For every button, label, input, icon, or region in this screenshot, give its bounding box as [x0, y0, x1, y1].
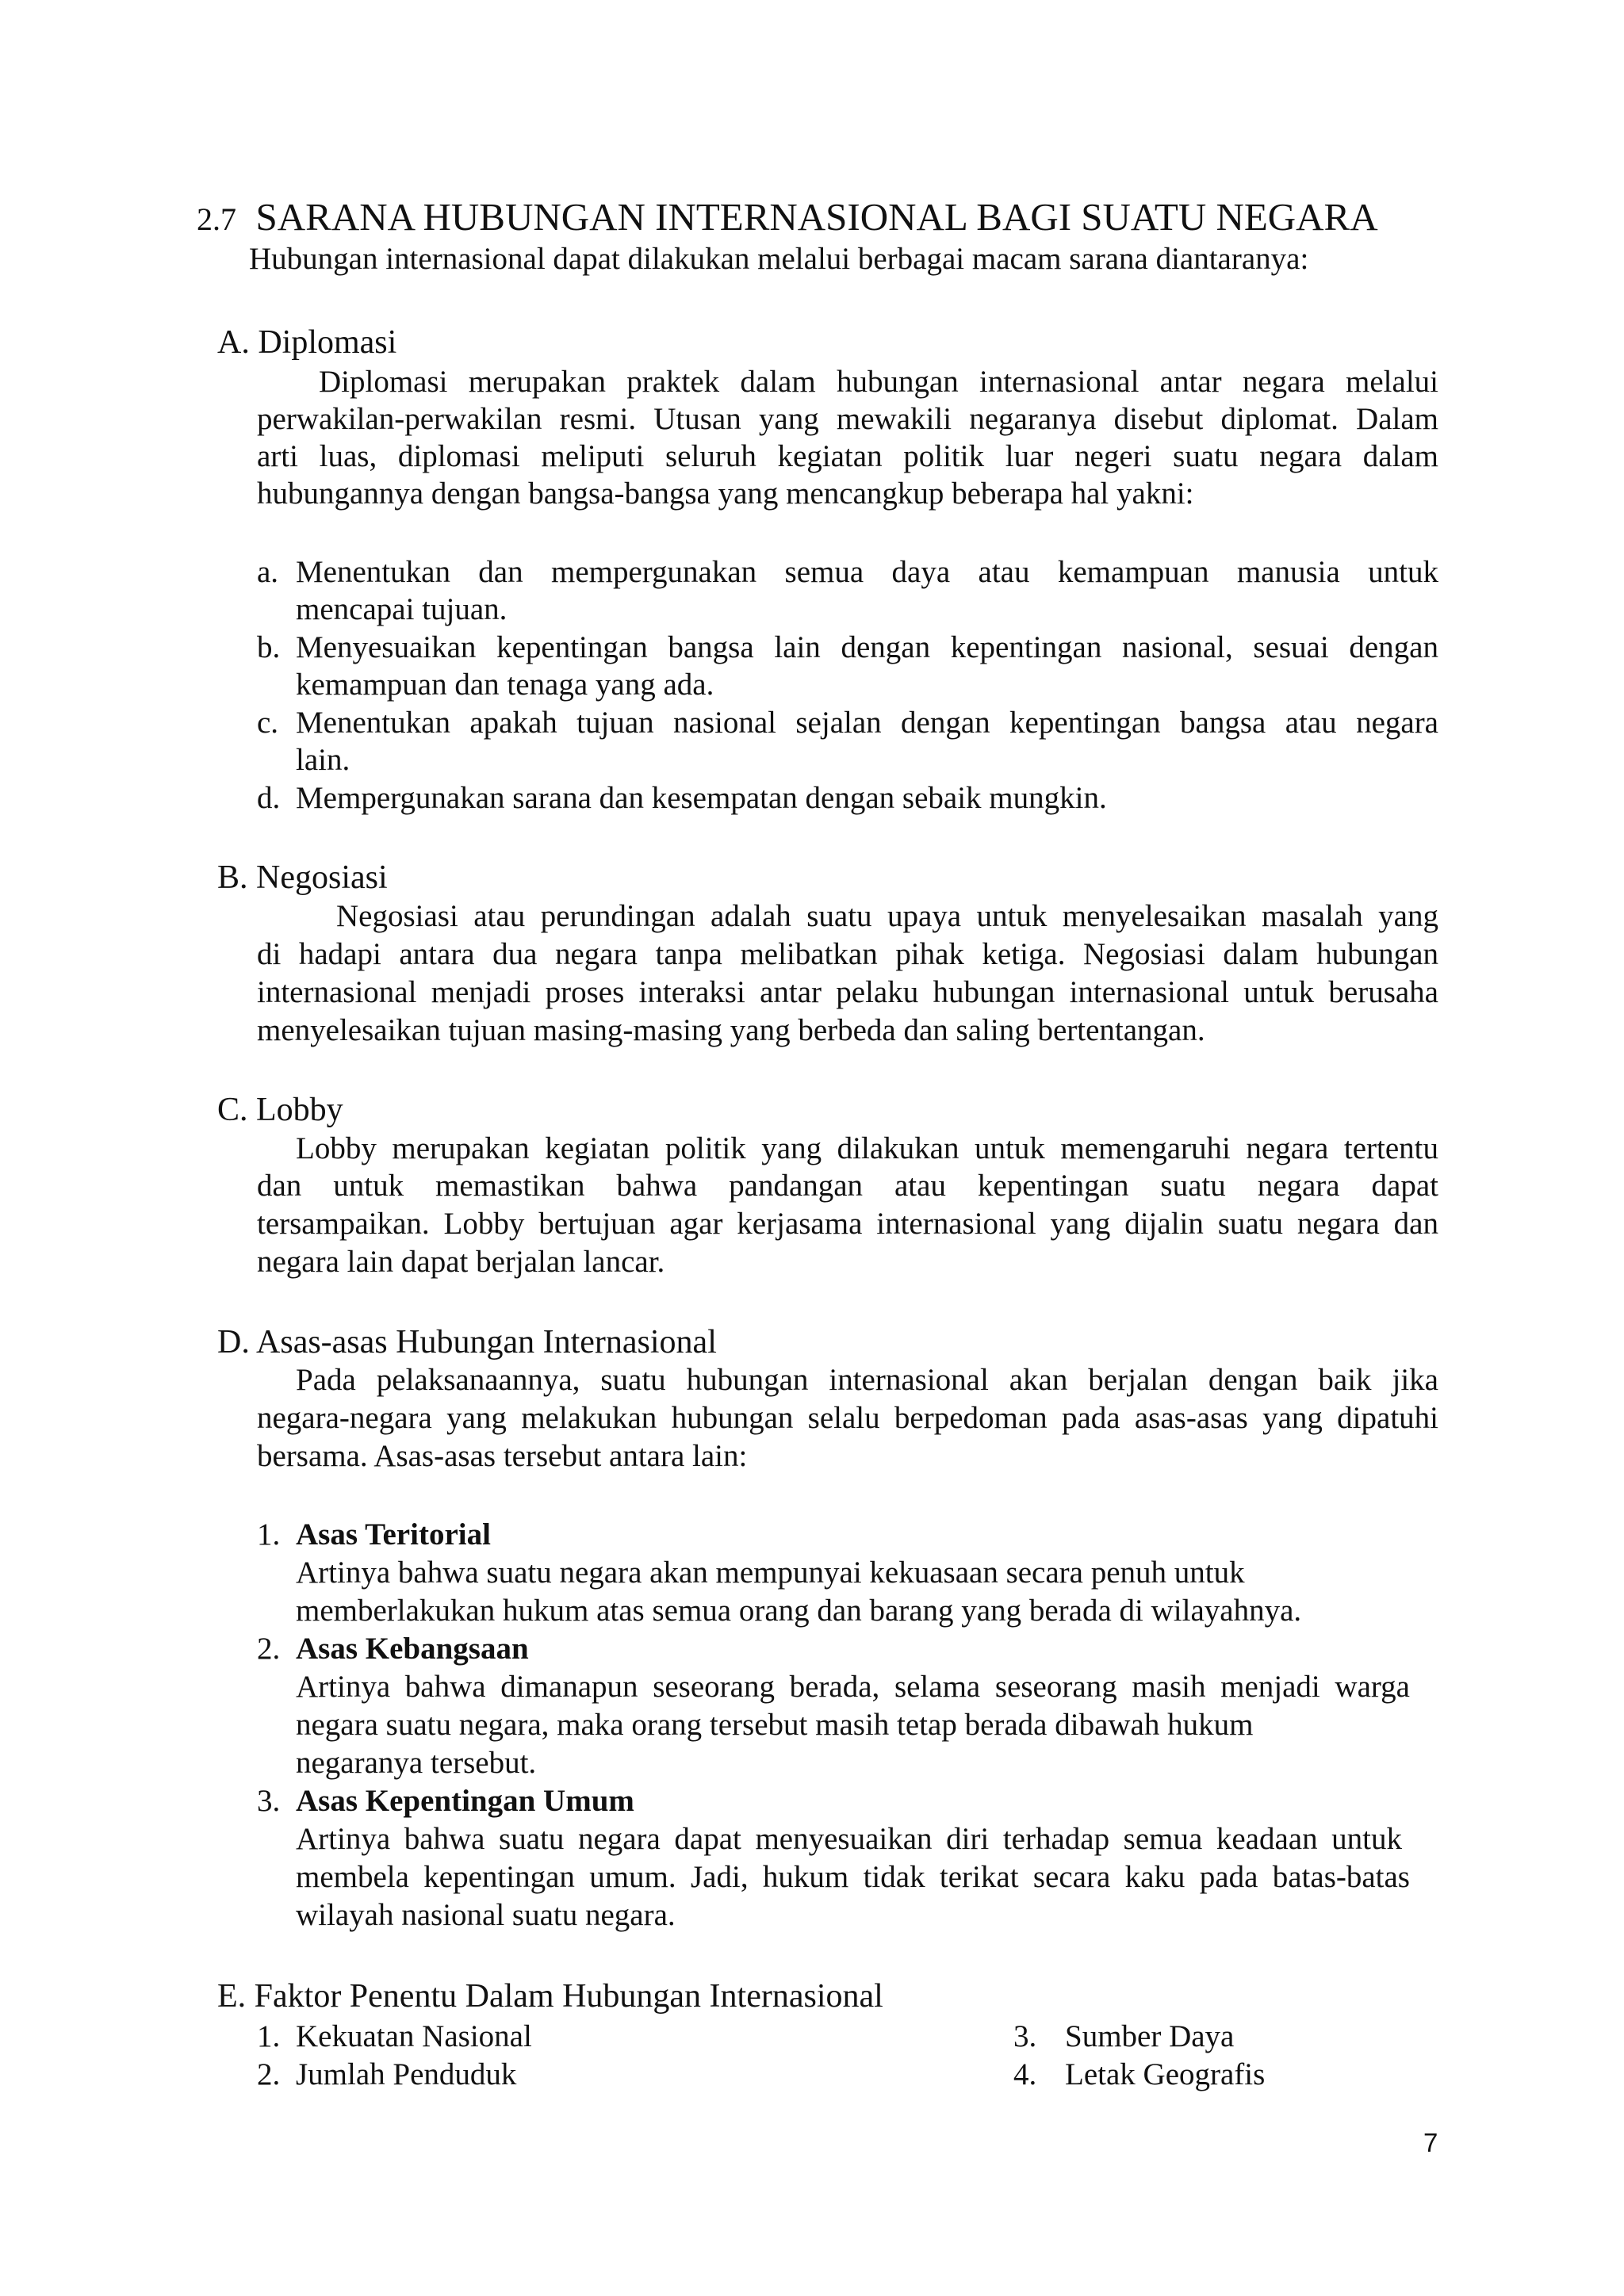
list-item-line: wilayah nasional suatu negara.: [296, 1898, 676, 1932]
list-item-title: [296, 1630, 529, 1667]
list-item-title: [296, 1782, 634, 1820]
list-marker: 4.: [1013, 2057, 1037, 2091]
factor-item: Sumber Daya: [1065, 2019, 1235, 2053]
page-number: 7: [1423, 2128, 1438, 2157]
list-marker: 3.: [257, 1784, 281, 1818]
section-a-title: A. Diplomasi: [217, 324, 397, 361]
asas-title: Asas Kepentingan Umum: [296, 1784, 634, 1818]
list-item-line: Menentukan dan mempergunakan semua daya atau kemampuan manusia untuk: [296, 555, 1438, 589]
list-marker: 2.: [257, 2057, 281, 2091]
section-d-line-2: negara-negara yang melakukan hubungan selalu berpedoman pada asas-asas yang dipatuhi: [257, 1401, 1438, 1435]
section-b-line-1: Negosiasi atau perundingan adalah suatu upaya untuk menyelesaikan masalah yang: [336, 899, 1438, 933]
factor-item: Kekuatan Nasional: [296, 2019, 532, 2053]
list-marker: 1.: [257, 2019, 281, 2053]
heading-number: 2.7: [197, 201, 236, 237]
section-a-line-3: arti luas, diplomasi meliputi seluruh kegiatan politik luar negeri suatu negara dalam: [257, 439, 1438, 473]
section-b-line-2: di hadapi antara dua negara tanpa melibatkan pihak ketiga. Negosiasi dalam hubungan: [257, 937, 1438, 971]
section-d-title: D. Asas-asas Hubungan Internasional: [217, 1324, 717, 1360]
list-item-line: lain.: [296, 743, 350, 777]
list-item-line: Menentukan apakah tujuan nasional sejalan dengan kepentingan bangsa atau negara: [296, 706, 1438, 740]
section-b-line-3: internasional menjadi proses interaksi antar pelaku hubungan internasional untuk berusaha: [257, 975, 1438, 1009]
list-item-line: negaranya tersebut.: [296, 1746, 537, 1780]
list-marker: a.: [257, 555, 279, 589]
list-marker: b.: [257, 630, 281, 664]
asas-title: Asas Kebangsaan: [296, 1632, 529, 1666]
list-item-title: [296, 1516, 491, 1553]
list-item-line: kemampuan dan tenaga yang ada.: [296, 668, 714, 702]
list-item-line: Artinya bahwa dimanapun seseorang berada, selama seseorang masih menjadi warga: [296, 1670, 1410, 1704]
section-b-title: B. Negosiasi: [217, 859, 388, 896]
list-item-line: membela kepentingan umum. Jadi, hukum tidak terikat secara kaku pada batas-batas: [296, 1860, 1410, 1894]
section-c-title: C. Lobby: [217, 1092, 343, 1128]
list-marker: c.: [257, 706, 279, 740]
list-item-line: mencapai tujuan.: [296, 592, 508, 626]
list-item-line: Artinya bahwa suatu negara dapat menyesuaikan diri terhadap semua keadaan untuk: [296, 1822, 1402, 1856]
list-item-line: Mempergunakan sarana dan kesempatan dengan sebaik mungkin.: [296, 781, 1107, 815]
asas-title: Asas Teritorial: [296, 1517, 491, 1552]
section-a-line-1: Diplomasi merupakan praktek dalam hubungan internasional antar negara melalui: [319, 365, 1438, 399]
factor-item: Jumlah Penduduk: [296, 2057, 517, 2091]
heading-title: SARANA HUBUNGAN INTERNASIONAL BAGI SUATU NEGARA: [255, 195, 1378, 239]
heading-intro: Hubungan internasional dapat dilakukan melalui berbagai macam sarana diantaranya:: [249, 242, 1309, 276]
list-marker: 3.: [1013, 2019, 1037, 2053]
section-d-line-1: Pada pelaksanaannya, suatu hubungan internasional akan berjalan dengan baik jika: [296, 1363, 1438, 1397]
section-b-line-4: menyelesaikan tujuan masing-masing yang berbeda dan saling bertentangan.: [257, 1013, 1205, 1047]
section-c-line-2: dan untuk memastikan bahwa pandangan atau kepentingan suatu negara dapat: [257, 1169, 1438, 1203]
list-item-line: memberlakukan hukum atas semua orang dan barang yang berada di wilayahnya.: [296, 1594, 1302, 1628]
list-item-line: negara suatu negara, maka orang tersebut masih tetap berada dibawah hukum: [296, 1708, 1254, 1742]
section-c-line-4: negara lain dapat berjalan lancar.: [257, 1245, 665, 1279]
section-a-line-4: hubungannya dengan bangsa-bangsa yang mencangkup beberapa hal yakni:: [257, 476, 1194, 511]
factor-item: Letak Geografis: [1065, 2057, 1266, 2091]
section-heading: [197, 195, 1378, 242]
section-e-title: E. Faktor Penentu Dalam Hubungan Internasional: [217, 1978, 883, 2015]
list-marker: 1.: [257, 1517, 281, 1552]
list-marker: d.: [257, 781, 281, 815]
section-c-line-1: Lobby merupakan kegiatan politik yang dilakukan untuk memengaruhi negara tertentu: [296, 1131, 1438, 1165]
section-a-line-2: perwakilan-perwakilan resmi. Utusan yang mewakili negaranya disebut diplomat. Dalam: [257, 402, 1438, 436]
section-c-line-3: tersampaikan. Lobby bertujuan agar kerjasama internasional yang dijalin suatu negara dan: [257, 1207, 1438, 1241]
list-marker: 2.: [257, 1632, 281, 1666]
list-item-line: Artinya bahwa suatu negara akan mempunyai kekuasaan secara penuh untuk: [296, 1556, 1245, 1590]
list-item-line: Menyesuaikan kepentingan bangsa lain dengan kepentingan nasional, sesuai dengan: [296, 630, 1438, 664]
section-d-line-3: bersama. Asas-asas tersebut antara lain:: [257, 1439, 748, 1473]
